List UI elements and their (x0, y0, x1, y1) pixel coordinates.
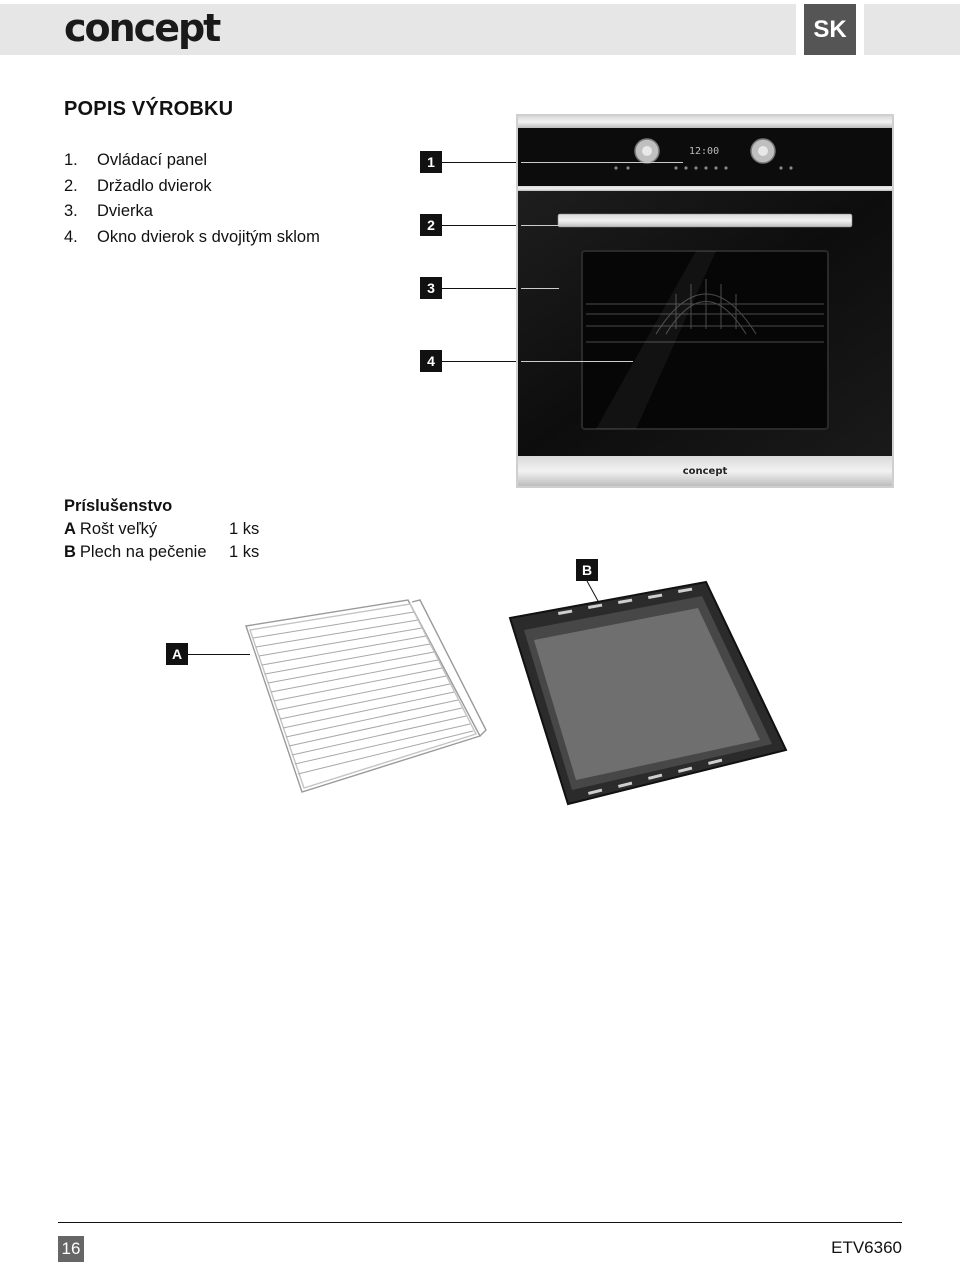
list-item (64, 151, 320, 177)
callout-2: 2 (420, 214, 442, 236)
parts-list (64, 151, 320, 253)
oven-display: 12:00 (689, 146, 720, 157)
part-label: Okno dvierok s dvojitým sklom (97, 227, 320, 246)
part-number: 2. (64, 176, 78, 195)
accessories-title: Príslušenstvo (64, 497, 173, 515)
part-number: 4. (64, 227, 78, 246)
leader-line-b (586, 581, 600, 603)
part-label: Držadlo dvierok (97, 176, 212, 195)
section-title: POPIS VÝROBKU (64, 98, 234, 120)
accessory-row-a (64, 520, 259, 539)
accessory-letter: B (64, 543, 76, 561)
language-badge: SK (804, 4, 856, 55)
page-number: 16 (58, 1236, 84, 1262)
accessory-row-b (64, 543, 259, 562)
leader-line-1-inner (521, 162, 683, 163)
part-number: 3. (64, 202, 78, 220)
part-label: Ovládací panel (97, 151, 208, 169)
callout-4: 4 (420, 350, 442, 372)
leader-line-1 (442, 162, 516, 163)
brand-logo: concept (64, 6, 220, 50)
rack-bars (253, 612, 473, 774)
leader-line-4 (442, 361, 516, 362)
part-number: 1. (64, 151, 78, 169)
accessory-name: Plech na pečenie (79, 543, 207, 561)
list-item (64, 202, 320, 228)
leader-line-3-inner (521, 288, 559, 289)
oven-illustration (516, 114, 894, 488)
accessory-qty: 1 ks (229, 520, 260, 538)
accessory-qty: 1 ks (229, 543, 260, 561)
callout-3: 3 (420, 277, 442, 299)
door-handle (558, 214, 852, 227)
leader-line-2 (442, 225, 516, 226)
leader-line-2-inner (521, 225, 561, 226)
header-bar-right (864, 4, 960, 55)
callout-b: B (576, 559, 598, 581)
accessory-letter: A (64, 520, 76, 538)
list-item (64, 228, 320, 254)
leader-line-4-inner (521, 361, 633, 362)
list-item (64, 177, 320, 203)
oven-brand-label: concept (682, 466, 728, 477)
control-panel (518, 128, 892, 186)
callout-a: A (166, 643, 188, 665)
model-number: ETV6360 (831, 1238, 902, 1257)
leader-line-3 (442, 288, 516, 289)
baking-tray-illustration (506, 578, 790, 810)
wire-rack-illustration (240, 594, 490, 800)
callout-1: 1 (420, 151, 442, 173)
part-label: Dvierka (97, 202, 153, 220)
leader-line-a (188, 654, 250, 655)
footer-divider (58, 1222, 902, 1223)
accessory-name: Rošt veľký (79, 520, 158, 538)
